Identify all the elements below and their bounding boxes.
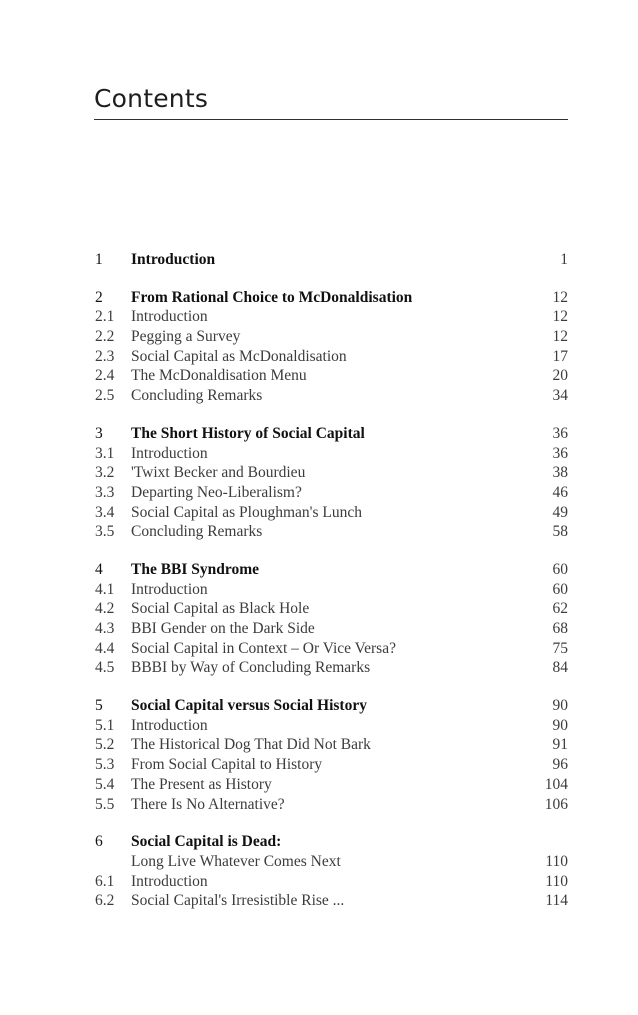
section-entry bbox=[95, 599, 568, 619]
section-title: From Social Capital to History bbox=[131, 756, 323, 774]
section-title: Social Capital in Context – Or Vice Versa? bbox=[131, 639, 396, 657]
section-number: 3.4 bbox=[95, 503, 115, 521]
section-entry bbox=[95, 775, 568, 795]
chapter-entry bbox=[95, 832, 568, 852]
chapter-entry bbox=[95, 696, 568, 716]
chapter-block bbox=[95, 832, 568, 911]
section-title: The Historical Dog That Did Not Bark bbox=[131, 736, 371, 754]
page-number: 20 bbox=[552, 367, 568, 385]
section-entry bbox=[95, 483, 568, 503]
page-number: 106 bbox=[544, 795, 568, 813]
page-number: 60 bbox=[552, 580, 568, 598]
section-entry bbox=[95, 327, 568, 347]
section-entry bbox=[95, 891, 568, 911]
section-entry bbox=[95, 755, 568, 775]
section-entry bbox=[95, 444, 568, 464]
page-number: 58 bbox=[552, 523, 568, 541]
section-title: The McDonaldisation Menu bbox=[131, 367, 307, 385]
page-number: 90 bbox=[552, 697, 568, 715]
section-number: 3.5 bbox=[95, 523, 115, 541]
chapter-number: 3 bbox=[95, 424, 103, 442]
section-entry bbox=[95, 503, 568, 523]
section-entry bbox=[95, 366, 568, 386]
section-title: 'Twixt Becker and Bourdieu bbox=[131, 464, 306, 482]
section-number: 5.2 bbox=[95, 736, 115, 754]
section-title: Introduction bbox=[131, 872, 208, 890]
chapter-title: The Short History of Social Capital bbox=[131, 424, 365, 442]
section-number: 2.1 bbox=[95, 308, 115, 326]
section-entry bbox=[95, 658, 568, 678]
section-number: 2.3 bbox=[95, 347, 115, 365]
section-title: Introduction bbox=[131, 580, 208, 598]
chapter-title-continuation bbox=[95, 852, 568, 872]
page-number: 96 bbox=[552, 756, 568, 774]
chapter-title: The BBI Syndrome bbox=[131, 560, 260, 578]
section-entry bbox=[95, 735, 568, 755]
section-title: Pegging a Survey bbox=[131, 328, 241, 346]
section-entry bbox=[95, 619, 568, 639]
table-of-contents bbox=[95, 250, 568, 929]
section-entry bbox=[95, 307, 568, 327]
chapter-title: From Rational Choice to McDonaldisation bbox=[131, 288, 413, 306]
chapter-title: Social Capital versus Social History bbox=[131, 697, 367, 715]
section-title: Social Capital as McDonaldisation bbox=[131, 347, 347, 365]
page-number: 90 bbox=[552, 716, 568, 734]
section-title: Introduction bbox=[131, 444, 208, 462]
chapter-number: 1 bbox=[95, 251, 103, 268]
page-number: 46 bbox=[552, 483, 568, 501]
page-number: 49 bbox=[552, 503, 568, 521]
page-number: 91 bbox=[552, 736, 568, 754]
section-title: Social Capital's Irresistible Rise ... bbox=[131, 892, 345, 910]
chapter-block bbox=[95, 424, 568, 542]
section-number: 3.1 bbox=[95, 444, 115, 462]
section-number: 5.4 bbox=[95, 775, 115, 793]
page-number: 62 bbox=[552, 600, 568, 618]
chapter-block bbox=[95, 250, 568, 270]
page-number: 104 bbox=[544, 775, 568, 793]
page-number: 36 bbox=[552, 444, 568, 462]
page-number: 38 bbox=[552, 464, 568, 482]
page-number: 12 bbox=[552, 308, 568, 326]
section-title: The Present as History bbox=[131, 775, 272, 793]
page-number: 12 bbox=[552, 328, 568, 346]
heading-rule bbox=[94, 119, 568, 120]
chapter-entry bbox=[95, 424, 568, 444]
page-number: 17 bbox=[552, 347, 568, 365]
chapter-entry bbox=[95, 560, 568, 580]
page-number: 12 bbox=[552, 288, 568, 306]
page-number: 110 bbox=[545, 872, 568, 890]
page-number: 114 bbox=[545, 892, 568, 910]
section-entry bbox=[95, 580, 568, 600]
section-entry bbox=[95, 795, 568, 815]
chapter-title: Long Live Whatever Comes Next bbox=[131, 852, 341, 870]
chapter-number: 4 bbox=[95, 560, 103, 578]
page-number: 110 bbox=[545, 852, 568, 870]
section-title: Social Capital as Black Hole bbox=[131, 600, 310, 618]
chapter-title: Social Capital is Dead: bbox=[131, 833, 282, 851]
section-number: 5.3 bbox=[95, 756, 115, 774]
section-number: 5.1 bbox=[95, 716, 115, 734]
section-number: 4.2 bbox=[95, 600, 115, 618]
page-number: 34 bbox=[552, 387, 568, 405]
page-number: 36 bbox=[552, 424, 568, 442]
section-number: 4.5 bbox=[95, 659, 115, 677]
section-number: 2.2 bbox=[95, 328, 115, 346]
section-entry bbox=[95, 716, 568, 736]
page-number: 84 bbox=[552, 659, 568, 677]
section-number: 3.2 bbox=[95, 464, 115, 482]
section-title: Introduction bbox=[131, 308, 208, 326]
section-entry bbox=[95, 347, 568, 367]
section-entry bbox=[95, 872, 568, 892]
chapter-number: 2 bbox=[95, 288, 103, 306]
section-title: Social Capital as Ploughman's Lunch bbox=[131, 503, 362, 521]
page-number: 68 bbox=[552, 620, 568, 637]
chapter-block bbox=[95, 560, 568, 678]
section-entry bbox=[95, 463, 568, 483]
chapter-entry bbox=[95, 288, 568, 308]
section-title: Concluding Remarks bbox=[131, 523, 263, 541]
contents-heading: Contents bbox=[94, 84, 209, 113]
chapter-block bbox=[95, 696, 568, 814]
chapter-title: Introduction bbox=[131, 251, 216, 268]
section-title: Concluding Remarks bbox=[131, 387, 263, 405]
section-number: 6.1 bbox=[95, 872, 115, 890]
section-number: 4.3 bbox=[95, 620, 115, 637]
section-entry bbox=[95, 522, 568, 542]
chapter-number: 5 bbox=[95, 697, 103, 715]
chapter-block bbox=[95, 288, 568, 406]
section-title: Introduction bbox=[131, 716, 208, 734]
section-title: BBI Gender on the Dark Side bbox=[131, 620, 315, 637]
section-title: BBBI by Way of Concluding Remarks bbox=[131, 659, 371, 677]
section-entry bbox=[95, 639, 568, 659]
chapter-entry bbox=[95, 250, 568, 270]
page-number: 75 bbox=[552, 639, 568, 657]
page-number: 60 bbox=[552, 560, 568, 578]
section-number: 3.3 bbox=[95, 483, 115, 501]
chapter-number: 6 bbox=[95, 833, 103, 851]
section-number: 4.4 bbox=[95, 639, 115, 657]
section-title: There Is No Alternative? bbox=[131, 795, 285, 813]
section-number: 4.1 bbox=[95, 580, 115, 598]
section-number: 5.5 bbox=[95, 795, 115, 813]
section-number: 2.5 bbox=[95, 387, 115, 405]
page-number: 1 bbox=[560, 251, 568, 268]
section-number: 6.2 bbox=[95, 892, 115, 910]
section-title: Departing Neo-Liberalism? bbox=[131, 483, 302, 501]
section-number: 2.4 bbox=[95, 367, 115, 385]
section-entry bbox=[95, 386, 568, 406]
